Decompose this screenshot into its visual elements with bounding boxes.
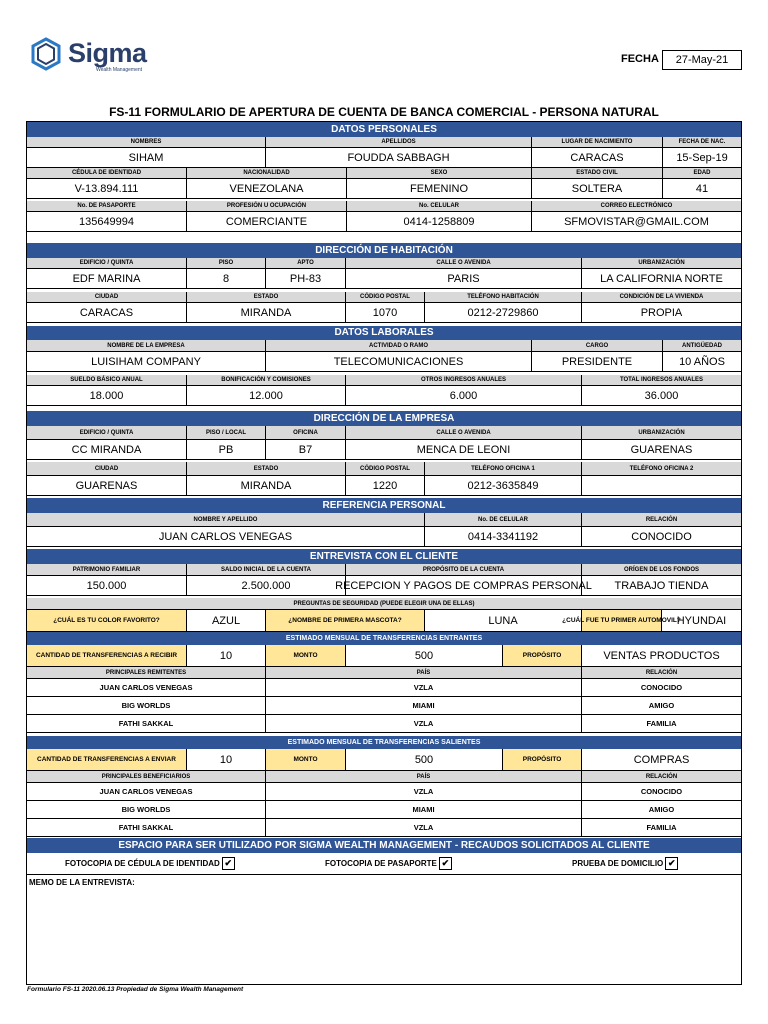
- field-value[interactable]: 36.000: [582, 386, 741, 406]
- field-label: TOTAL INGRESOS ANUALES: [582, 375, 741, 386]
- field-value[interactable]: 18.000: [27, 386, 187, 406]
- field-label: TELÉFONO OFICINA 2: [582, 462, 741, 476]
- field-label: LUGAR DE NACIMIENTO: [532, 137, 663, 148]
- field-value[interactable]: 135649994: [27, 212, 187, 232]
- transfer-count-label: CANTIDAD DE TRANSFERENCIAS A ENVIAR: [27, 749, 187, 771]
- fecha-label: FECHA: [621, 53, 659, 65]
- field-label: CALLE O AVENIDA: [346, 258, 582, 269]
- recaudo-label: FOTOCOPIA DE CÉDULA DE IDENTIDAD: [65, 859, 220, 868]
- field-label: PATRIMONIO FAMILIAR: [27, 564, 187, 576]
- transfer-purpose-label: PROPÓSITO: [503, 749, 582, 771]
- memo-field[interactable]: [27, 875, 741, 984]
- transfer-amount-value[interactable]: 500: [346, 749, 503, 771]
- section-header: REFERENCIA PERSONAL: [27, 498, 741, 513]
- field-label: FECHA DE NAC.: [663, 137, 741, 148]
- field-label: SEXO: [347, 168, 532, 179]
- field-value[interactable]: FEMENINO: [347, 179, 532, 199]
- field-value[interactable]: TELECOMUNICACIONES: [266, 352, 532, 372]
- field-label: ORÍGEN DE LOS FONDOS: [582, 564, 741, 576]
- field-value[interactable]: PB: [187, 440, 266, 460]
- field-value[interactable]: PRESIDENTE: [532, 352, 663, 372]
- field-label: BONIFICACIÓN Y COMISIONES: [187, 375, 346, 386]
- table-row-cell[interactable]: AMIGO: [582, 801, 741, 819]
- field-value[interactable]: CARACAS: [27, 303, 187, 323]
- field-value[interactable]: SFMOVISTAR@GMAIL.COM: [532, 212, 741, 232]
- field-label: RELACIÓN: [582, 513, 741, 527]
- field-value[interactable]: MENCA DE LEONI: [346, 440, 582, 460]
- field-label: NACIONALIDAD: [187, 168, 347, 179]
- field-value[interactable]: 2.500.000: [187, 576, 346, 596]
- table-row-cell[interactable]: JUAN CARLOS VENEGAS: [27, 783, 266, 801]
- field-label: CÉDULA DE IDENTIDAD: [27, 168, 187, 179]
- field-label: NOMBRES: [27, 137, 266, 148]
- field-value[interactable]: 15-Sep-19: [663, 148, 741, 168]
- checkbox-checked-icon[interactable]: ✔: [665, 857, 678, 870]
- transfer-column-header: RELACIÓN: [582, 667, 741, 679]
- field-value[interactable]: CARACAS: [532, 148, 663, 168]
- field-label: EDAD: [663, 168, 741, 179]
- security-answer[interactable]: HYUNDAI: [662, 610, 741, 632]
- security-questions-label: PREGUNTAS DE SEGURIDAD (PUEDE ELEGIR UNA DE ELLAS): [27, 598, 741, 610]
- field-value[interactable]: 8: [187, 269, 266, 289]
- transfer-amount-label: MONTO: [266, 645, 346, 667]
- field-value[interactable]: LUISIHAM COMPANY: [27, 352, 266, 372]
- form-sheet: [26, 121, 742, 985]
- field-value[interactable]: RECEPCION Y PAGOS DE COMPRAS PERSONAL: [346, 576, 582, 596]
- field-value[interactable]: TRABAJO TIENDA: [582, 576, 741, 596]
- field-label: ESTADO: [187, 292, 346, 303]
- field-label: OTROS INGRESOS ANUALES: [346, 375, 582, 386]
- field-value[interactable]: PARIS: [346, 269, 582, 289]
- field-value[interactable]: MIRANDA: [187, 303, 346, 323]
- table-row-cell[interactable]: VZLA: [266, 783, 582, 801]
- field-label: URBANIZACIÓN: [582, 258, 741, 269]
- transfer-amount-label: MONTO: [266, 749, 346, 771]
- security-question: ¿CUÁL FUE TU PRIMER AUTOMOVIL?: [582, 610, 662, 632]
- section-header: ESTIMADO MENSUAL DE TRANSFERENCIAS SALIENTES: [27, 736, 741, 749]
- recaudo-label: PRUEBA DE DOMICILIO: [572, 859, 664, 868]
- field-label: SUELDO BÁSICO ANUAL: [27, 375, 187, 386]
- transfer-amount-value[interactable]: 500: [346, 645, 503, 667]
- sigma-logo: [26, 36, 161, 78]
- fecha-field[interactable]: 27-May-21: [662, 50, 742, 70]
- field-label: CALLE O AVENIDA: [346, 426, 582, 440]
- field-value[interactable]: EDF MARINA: [27, 269, 187, 289]
- table-row-cell[interactable]: BIG WORLDS: [27, 801, 266, 819]
- recaudo-item: [325, 857, 452, 870]
- field-value[interactable]: 0212-2729860: [425, 303, 582, 323]
- table-row-cell[interactable]: VZLA: [266, 819, 582, 837]
- table-row-cell[interactable]: MIAMI: [266, 801, 582, 819]
- field-value[interactable]: B7: [266, 440, 346, 460]
- table-row-cell[interactable]: VZLA: [266, 715, 582, 733]
- section-header: DATOS PERSONALES: [27, 122, 741, 137]
- field-value[interactable]: [582, 476, 741, 496]
- field-label: CÓDIGO POSTAL: [346, 292, 425, 303]
- field-label: OFICINA: [266, 426, 346, 440]
- memo-label: MEMO DE LA ENTREVISTA:: [29, 878, 135, 887]
- field-label: ANTIGÜEDAD: [663, 340, 741, 352]
- transfer-purpose-label: PROPÓSITO: [503, 645, 582, 667]
- table-row-cell[interactable]: FAMILIA: [582, 819, 741, 837]
- field-value[interactable]: 1220: [346, 476, 425, 496]
- field-label: SALDO INICIAL DE LA CUENTA: [187, 564, 346, 576]
- field-value[interactable]: 0414-1258809: [347, 212, 532, 232]
- field-label: TELÉFONO OFICINA 1: [425, 462, 582, 476]
- field-value[interactable]: 41: [663, 179, 741, 199]
- field-value[interactable]: 150.000: [27, 576, 187, 596]
- field-label: ESTADO CIVIL: [532, 168, 663, 179]
- field-value[interactable]: SIHAM: [27, 148, 266, 168]
- security-question: ¿NOMBRE DE PRIMERA MASCOTA?: [266, 610, 425, 632]
- field-value[interactable]: 1070: [346, 303, 425, 323]
- table-row-cell[interactable]: CONOCIDO: [582, 679, 741, 697]
- section-header: ESPACIO PARA SER UTILIZADO POR SIGMA WEALTH MANAGEMENT - RECAUDOS SOLICITADOS AL CLIENTE: [27, 838, 741, 853]
- transfer-purpose-value[interactable]: VENTAS PRODUCTOS: [582, 645, 741, 667]
- security-answer[interactable]: LUNA: [425, 610, 582, 632]
- table-row-cell[interactable]: JUAN CARLOS VENEGAS: [27, 679, 266, 697]
- table-row-cell[interactable]: BIG WORLDS: [27, 697, 266, 715]
- field-value[interactable]: FOUDDA SABBAGH: [266, 148, 532, 168]
- security-answer[interactable]: AZUL: [187, 610, 266, 632]
- field-label: PISO / LOCAL: [187, 426, 266, 440]
- field-value[interactable]: CC MIRANDA: [27, 440, 187, 460]
- field-label: PISO: [187, 258, 266, 269]
- field-value[interactable]: PROPIA: [582, 303, 741, 323]
- field-value[interactable]: 0414-3341192: [425, 527, 582, 547]
- field-value[interactable]: GUARENAS: [27, 476, 187, 496]
- field-label: CÓDIGO POSTAL: [346, 462, 425, 476]
- table-row-cell[interactable]: FATHI SAKKAL: [27, 819, 266, 837]
- field-label: No. DE CELULAR: [425, 513, 582, 527]
- checkbox-checked-icon[interactable]: ✔: [439, 857, 452, 870]
- field-label: CONDICIÓN DE LA VIVIENDA: [582, 292, 741, 303]
- section-header: DATOS LABORALES: [27, 326, 741, 340]
- security-question: ¿CUÁL ES TU COLOR FAVORITO?: [27, 610, 187, 632]
- recaudo-item: [65, 857, 235, 870]
- transfer-count-value[interactable]: 10: [187, 749, 266, 771]
- field-value[interactable]: VENEZOLANA: [187, 179, 347, 199]
- field-label: EDIFICIO / QUINTA: [27, 258, 187, 269]
- field-value[interactable]: SOLTERA: [532, 179, 663, 199]
- field-value[interactable]: JUAN CARLOS VENEGAS: [27, 527, 425, 547]
- table-row-cell[interactable]: FAMILIA: [582, 715, 741, 733]
- field-label: No. CELULAR: [347, 201, 532, 212]
- field-label: NOMBRE DE LA EMPRESA: [27, 340, 266, 352]
- field-value[interactable]: 0212-3635849: [425, 476, 582, 496]
- transfer-column-header: PAÍS: [266, 667, 582, 679]
- field-value[interactable]: GUARENAS: [582, 440, 741, 460]
- field-label: NOMBRE Y APELLIDO: [27, 513, 425, 527]
- table-row-cell[interactable]: MIAMI: [266, 697, 582, 715]
- field-label: CARGO: [532, 340, 663, 352]
- recaudo-label: FOTOCOPIA DE PASAPORTE: [325, 859, 437, 868]
- logo-subtitle: Wealth Management: [96, 67, 143, 73]
- transfer-column-header: PAÍS: [266, 771, 582, 783]
- section-header: DIRECCIÓN DE HABITACIÓN: [27, 243, 741, 258]
- field-value[interactable]: 12.000: [187, 386, 346, 406]
- form-title: FS-11 FORMULARIO DE APERTURA DE CUENTA DE BANCA COMERCIAL - PERSONA NATURAL: [109, 105, 659, 119]
- sigma-logo-icon: [26, 36, 66, 76]
- field-value[interactable]: V-13.894.111: [27, 179, 187, 199]
- table-row-cell[interactable]: VZLA: [266, 679, 582, 697]
- table-row-cell[interactable]: CONOCIDO: [582, 783, 741, 801]
- field-value[interactable]: PH-83: [266, 269, 346, 289]
- recaudo-item: [572, 857, 678, 870]
- field-label: ESTADO: [187, 462, 346, 476]
- section-header: DIRECCIÓN DE LA EMPRESA: [27, 411, 741, 426]
- logo-wordmark: Sigma: [68, 38, 147, 68]
- checkbox-checked-icon[interactable]: ✔: [222, 857, 235, 870]
- transfer-purpose-value[interactable]: COMPRAS: [582, 749, 741, 771]
- field-label: CIUDAD: [27, 292, 187, 303]
- field-label: APTO: [266, 258, 346, 269]
- transfer-column-header: RELACIÓN: [582, 771, 741, 783]
- transfer-count-label: CANTIDAD DE TRANSFERENCIAS A RECIBIR: [27, 645, 187, 667]
- field-value[interactable]: LA CALIFORNIA NORTE: [582, 269, 741, 289]
- field-value[interactable]: CONOCIDO: [582, 527, 741, 547]
- section-header: ENTREVISTA CON EL CLIENTE: [27, 549, 741, 564]
- field-value[interactable]: 10 AÑOS: [663, 352, 741, 372]
- field-label: PROPÓSITO DE LA CUENTA: [346, 564, 582, 576]
- transfer-column-header: PRINCIPALES REMITENTES: [27, 667, 266, 679]
- table-row-cell[interactable]: FATHI SAKKAL: [27, 715, 266, 733]
- field-label: TELÉFONO HABITACIÓN: [425, 292, 582, 303]
- field-value[interactable]: 6.000: [346, 386, 582, 406]
- field-label: No. DE PASAPORTE: [27, 201, 187, 212]
- field-label: APELLIDOS: [266, 137, 532, 148]
- field-label: CORREO ELECTRÓNICO: [532, 201, 741, 212]
- table-row-cell[interactable]: AMIGO: [582, 697, 741, 715]
- field-label: PROFESIÓN U OCUPACIÓN: [187, 201, 347, 212]
- transfer-column-header: PRINCIPALES BENEFICIARIOS: [27, 771, 266, 783]
- field-label: URBANIZACIÓN: [582, 426, 741, 440]
- footer-note: Formulario FS-11 2020.06.13 Propiedad de Sigma Wealth Management: [27, 986, 244, 993]
- transfer-count-value[interactable]: 10: [187, 645, 266, 667]
- field-label: EDIFICIO / QUINTA: [27, 426, 187, 440]
- field-label: ACTIVIDAD O RAMO: [266, 340, 532, 352]
- field-value[interactable]: COMERCIANTE: [187, 212, 347, 232]
- section-header: ESTIMADO MENSUAL DE TRANSFERENCIAS ENTRANTES: [27, 632, 741, 645]
- field-value[interactable]: MIRANDA: [187, 476, 346, 496]
- field-label: CIUDAD: [27, 462, 187, 476]
